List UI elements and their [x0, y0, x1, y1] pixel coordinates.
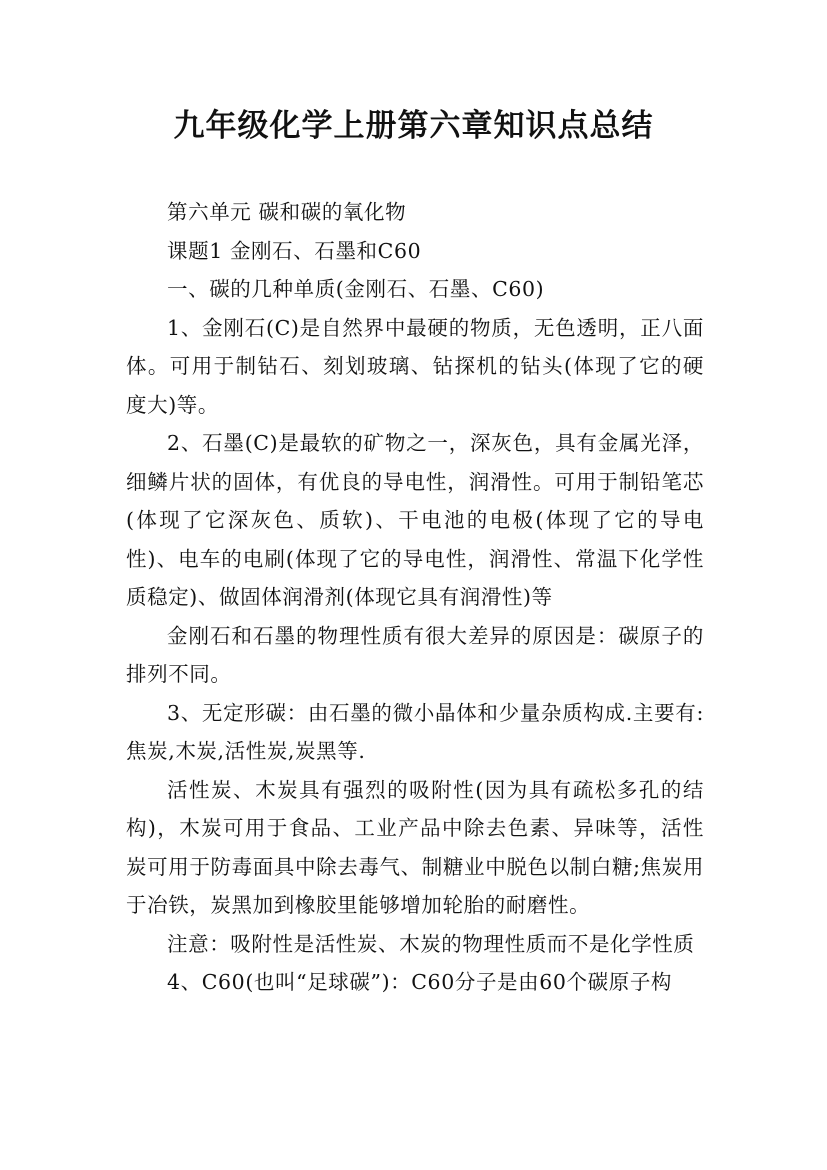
paragraph-amorphous-carbon: 3、无定形碳：由石墨的微小晶体和少量杂质构成.主要有:焦炭,木炭,活性炭,炭黑等. [126, 700, 704, 763]
document-title: 九年级化学上册第六章知识点总结 [173, 108, 654, 144]
paragraph-diamond: 1、金刚石(C)是自然界中最硬的物质，无色透明，正八面体。可用于制钻石、刻划玻璃、钻探机的钻头(体现了它的硬度大)等。 [126, 315, 704, 417]
document-body [126, 193, 704, 1002]
unit-heading: 第六单元 碳和碳的氧化物 [167, 200, 407, 224]
lesson-heading: 课题1 金刚石、石墨和C60 [167, 238, 422, 263]
paragraph-note: 注意：吸附性是活性炭、木炭的物理性质而不是化学性质 [167, 931, 695, 956]
paragraph-adsorption: 活性炭、木炭具有强烈的吸附性(因为具有疏松多孔的结构)，木炭可用于食品、工业产品中除去色素、异味等，活性炭可用于防毒面具中除去毒气、制糖业中脱色以制白糖;焦炭用于冶铁，炭黑加到橡胶里能够增加轮胎的耐磨性。 [126, 777, 704, 917]
section-heading: 一、碳的几种单质(金刚石、石墨、C60) [167, 277, 545, 301]
paragraph-c60: 4、C60(也叫“足球碳”)：C60分子是由60个碳原子构 [167, 970, 673, 994]
paragraph-difference: 金刚石和石墨的物理性质有很大差异的原因是：碳原子的排列不同。 [126, 623, 704, 686]
paragraph-graphite: 2、石墨(C)是最软的矿物之一，深灰色，具有金属光泽，细鳞片状的固体，有优良的导电性，润滑性。可用于制铅笔芯(体现了它深灰色、质软)、干电池的电极(体现了它的导电性)、电车的电刷(体现了它的导电性，润滑性、常温下化学性质稳定)、做固体润滑剂(体现它具有润滑性)等 [126, 431, 704, 609]
